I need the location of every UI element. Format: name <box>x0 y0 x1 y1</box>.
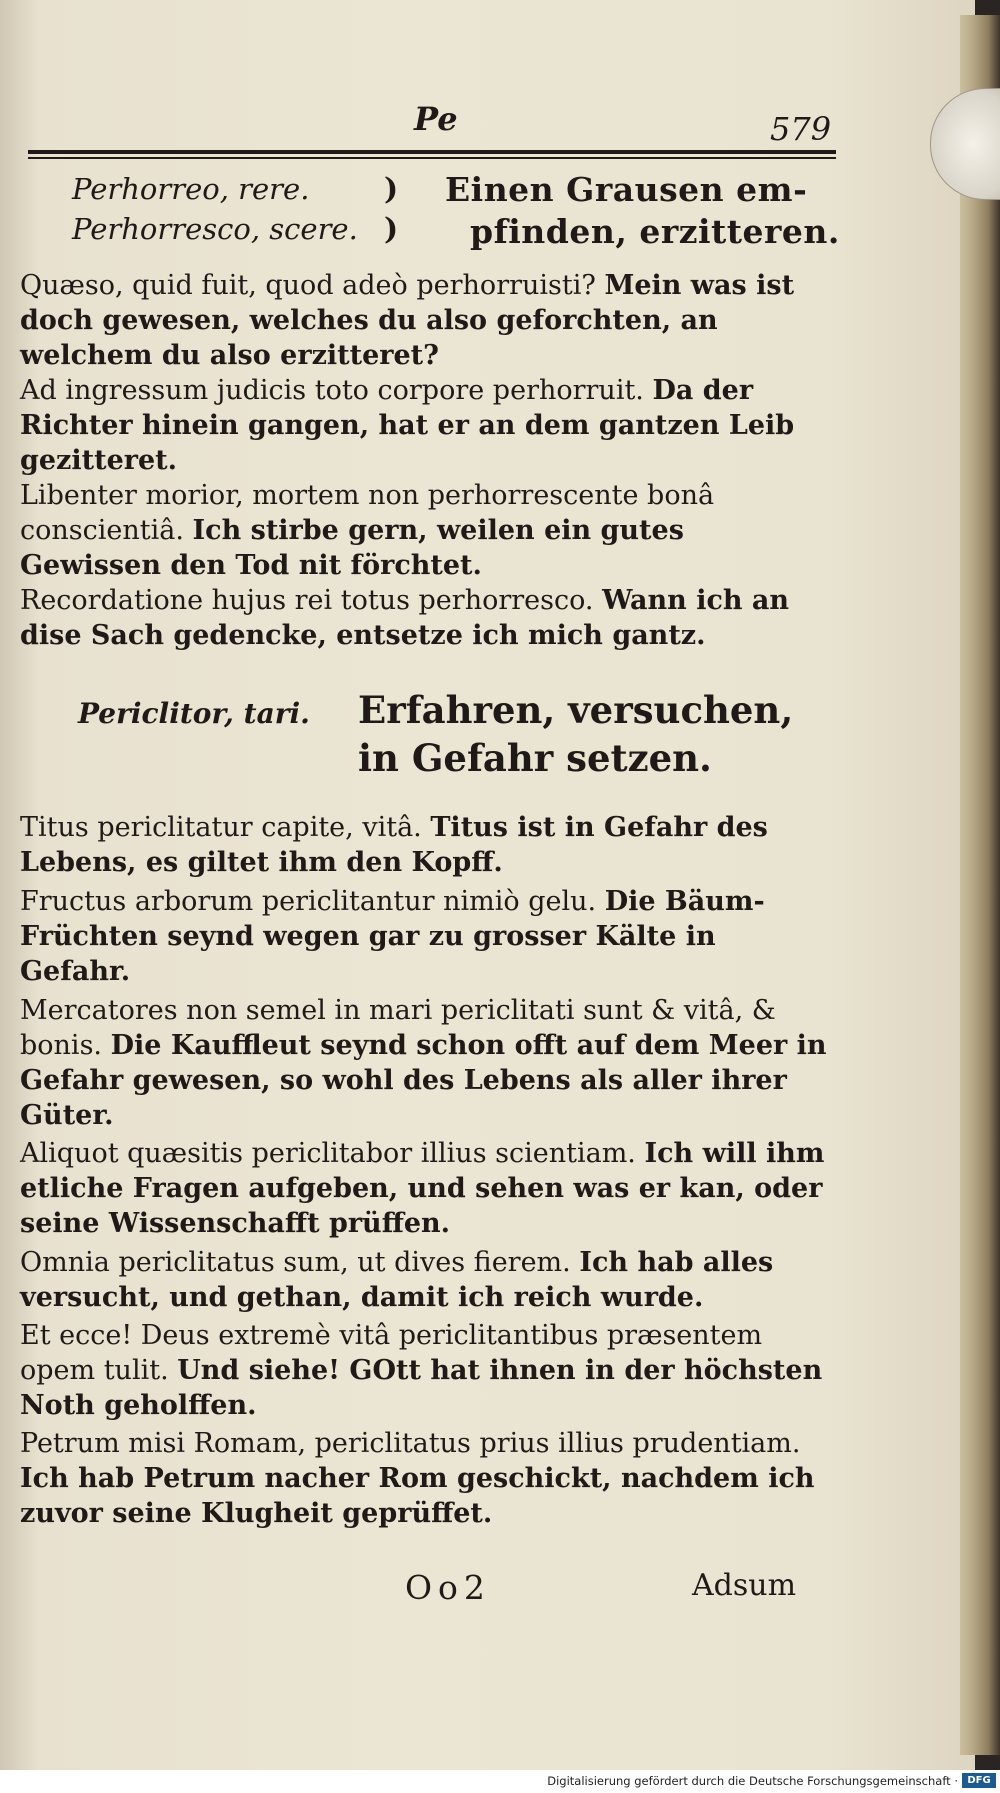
entry-german-periclitor: Erfahren, versuchen, in Gefahr setzen. <box>358 688 794 780</box>
latin-text: Petrum misi Romam, periclitatus prius illius prudentiam. <box>20 1428 801 1459</box>
example-paragraph <box>20 1318 830 1423</box>
german-text: Die Bäum-Früchten seynd wegen gar zu grosser Kälte in Gefahr. <box>20 886 765 987</box>
brace-1: ) <box>384 172 399 207</box>
entry-latin-periclitor: Periclitor, tari. <box>78 697 310 730</box>
header-rule <box>28 150 836 154</box>
latin-text: Ad ingressum judicis toto corpore perhorruit. <box>20 375 644 406</box>
german-text: Ich will ihm etliche Fragen aufgeben, und sehen was er kan, oder seine Wissenschafft prüffen. <box>20 1138 825 1239</box>
page-number: 579 <box>770 110 832 148</box>
catchword: Adsum <box>692 1568 797 1603</box>
example-paragraph <box>20 1245 830 1315</box>
entry-latin-1: Perhorreo, rere. <box>72 172 310 206</box>
example-paragraph <box>20 1136 830 1241</box>
german-text: Mein was ist doch gewesen, welches du also geforchten, an welchem du also erzitteret? <box>20 270 795 371</box>
german-text: Ich hab Petrum nacher Rom geschickt, nachdem ich zuvor seine Klugheit geprüffet. <box>20 1463 815 1529</box>
german-text: Da der Richter hinein gangen, hat er an dem gantzen Leib gezitteret. <box>20 375 795 476</box>
running-head: Pe <box>414 100 458 138</box>
latin-text: Aliquot quæsitis periclitabor illius scientiam. <box>20 1138 636 1169</box>
example-paragraph <box>20 993 830 1133</box>
latin-text: Fructus arborum periclitantur nimiò gelu. <box>20 886 597 917</box>
header-rule-thin <box>28 157 836 159</box>
latin-text: Omnia periclitatus sum, ut dives fierem. <box>20 1247 571 1278</box>
funding-credit: Digitalisierung gefördert durch die Deutsche Forschungsgemeinschaft · <box>547 1774 958 1788</box>
latin-text: Libenter morior, mortem non perhorrescente bonâ conscientiâ. <box>20 480 715 546</box>
entry-german-1: Einen Grausen em- <box>445 170 808 209</box>
brace-2: ) <box>384 212 399 247</box>
german-text: Wann ich an dise Sach gedencke, entsetze ich mich gantz. <box>20 585 790 651</box>
entry-german-2: pfinden, erzitteren. <box>470 212 840 251</box>
example-paragraph <box>20 1426 830 1531</box>
latin-text: Quæso, quid fuit, quod adeò perhorruisti? <box>20 270 596 301</box>
latin-text: Mercatores non semel in mari periclitati sunt & vitâ, & bonis. <box>20 995 776 1061</box>
latin-text: Et ecce! Deus extremè vitâ periclitantibus præsentem opem tulit. <box>20 1320 763 1386</box>
signature-mark: Oo2 <box>405 1568 491 1607</box>
german-text: Und siehe! GOtt hat ihnen in der höchsten Noth geholffen. <box>20 1355 823 1421</box>
page-edge <box>960 15 1000 1755</box>
example-paragraph <box>20 268 830 373</box>
german-text: Ich hab alles versucht, und gethan, damit ich reich wurde. <box>20 1247 774 1313</box>
example-paragraph <box>20 583 830 653</box>
latin-text: Recordatione hujus rei totus perhorresco. <box>20 585 594 616</box>
dfg-logo: DFG <box>962 1773 996 1788</box>
german-text: Titus ist in Gefahr des Lebens, es giltet ihm den Kopff. <box>20 812 768 878</box>
german-text: Ich stirbe gern, weilen ein gutes Gewissen den Tod nit förchtet. <box>20 515 684 581</box>
latin-text: Titus periclitatur capite, vitâ. <box>20 812 422 843</box>
entry-latin-2: Perhorresco, scere. <box>72 212 358 246</box>
example-paragraph <box>20 884 830 989</box>
example-paragraph <box>20 373 830 478</box>
german-text: Die Kauffleut seynd schon offt auf dem Meer in Gefahr gewesen, so wohl des Lebens als aller ihrer Güter. <box>20 1030 827 1131</box>
example-paragraph <box>20 810 830 880</box>
example-paragraph <box>20 478 830 583</box>
